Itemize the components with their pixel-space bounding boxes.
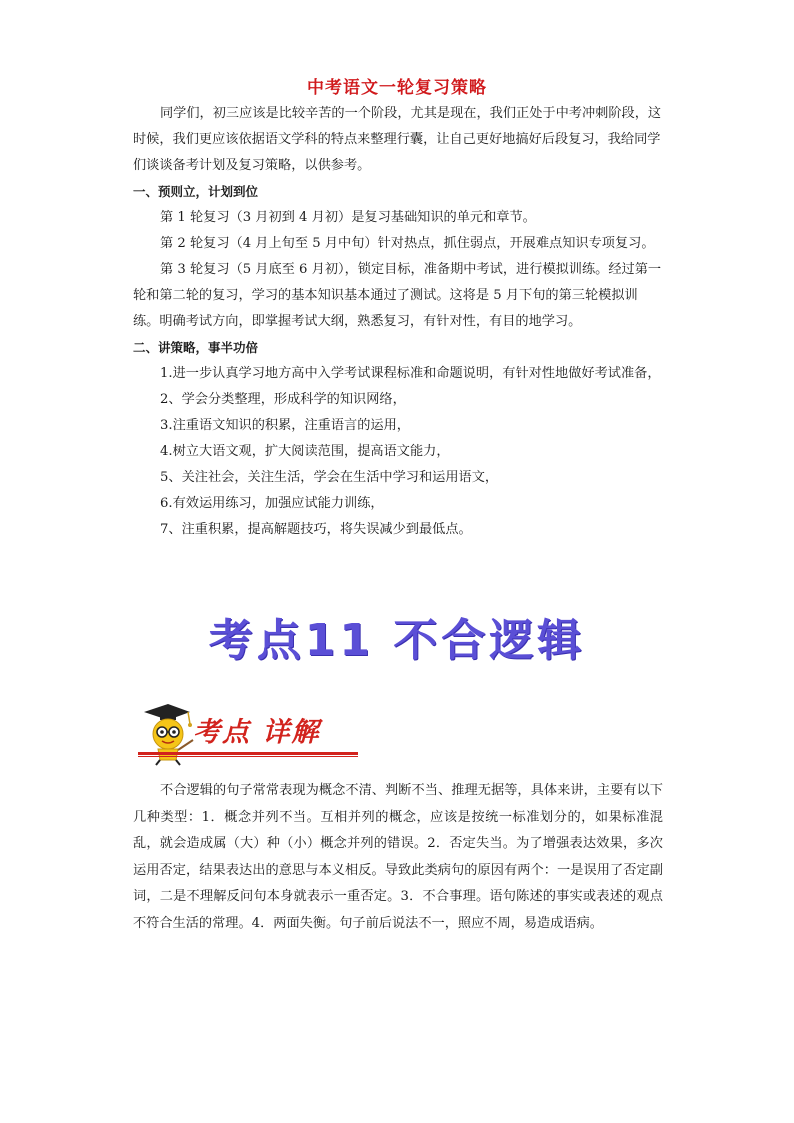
kaodian-banner xyxy=(138,700,358,766)
banner-label: 考点 详解 xyxy=(193,717,321,748)
intro-paragraph: 同学们，初三应该是比较辛苦的一个阶段，尤其是现在，我们正处于中考冲刺阶段，这时候，我们更应该依据语文学科的特点来整理行囊，让自己更好地搞好后段复习，我给同学们谈谈备考计划及复习策略，以供参考。 xyxy=(133,106,662,173)
round-1: 第 1 轮复习（3 月初到 4 月初）是复习基础知识的单元和章节。 xyxy=(160,210,536,225)
detail-block xyxy=(133,778,663,937)
section2-heading: 二、讲策略，事半功倍 xyxy=(133,340,259,355)
strategy-item-4: 4.树立大语文观，扩大阅读范围，提高语文能力， xyxy=(160,444,450,459)
detail-paragraph: 不合逻辑的句子常常表现为概念不清、判断不当、推理无据等，具体来讲，主要有以下几种类型：1．概念并列不当。互相并列的概念，应该是按统一标准划分的，如果标准混乱，就会造成属（大）种（小）概念并列的错误。2．否定失当。为了增强表达效果，多次运用否定，结果表达出的意思与本义相反。导致此类病句的原因有两个：一是误用了否定副词，二是不理解反问句本身就表示一重否定。3．不合事理。语句陈述的事实或表述的观点不符合生活的常理。4．两面失衡。句子前后说法不一，照应不周，易造成语病。 xyxy=(133,783,663,931)
kaodian-title: 考点11 不合逻辑 xyxy=(208,615,586,666)
round-3: 第 3 轮复习（5 月底至 6 月初），锁定目标，准备期中考试，进行模拟训练。经过第一轮和第二轮的复习，学习的基本知识基本通过了测试。这将是 5 月下旬的第三轮模拟训练。明确考试方向，即掌握考试大纲，熟悉复习，有针对性，有目的地学习。 xyxy=(133,262,662,329)
banner-underline xyxy=(138,752,358,755)
strategy-item-7: 7、注重积累，提高解题技巧，将失误减少到最低点。 xyxy=(160,522,472,537)
round-2: 第 2 轮复习（4 月上旬至 5 月中旬）针对热点，抓住弱点，开展难点知识专项复习。 xyxy=(160,236,655,251)
strategy-item-5: 5、关注社会，关注生活，学会在生活中学习和运用语文， xyxy=(160,470,499,485)
intro-block xyxy=(133,101,663,543)
strategy-item-6: 6.有效运用练习，加强应试能力训练， xyxy=(160,496,384,511)
strategy-item-1: 1.进一步认真学习地方高中入学考试课程标准和命题说明，有针对性地做好考试准备， xyxy=(160,366,661,381)
strategy-item-2: 2、学会分类整理，形成科学的知识网络， xyxy=(160,392,406,407)
document-title: 中考语文一轮复习策略 xyxy=(307,78,487,98)
section1-heading: 一、预则立，计划到位 xyxy=(133,184,259,199)
strategy-item-3: 3.注重语文知识的积累，注重语言的运用， xyxy=(160,418,410,433)
banner-underline-thin xyxy=(138,756,358,757)
